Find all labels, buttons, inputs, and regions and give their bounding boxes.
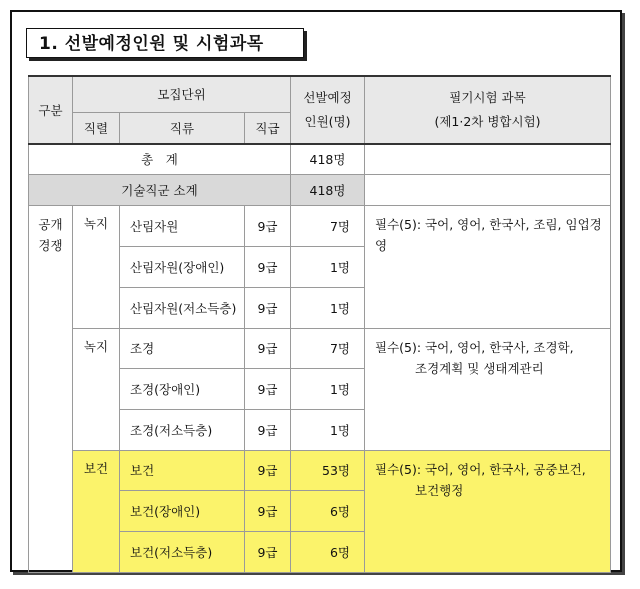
recruitment-table <box>28 75 611 573</box>
header-type: 직류 <box>120 112 245 144</box>
category-open: 공개 경쟁 <box>29 205 73 572</box>
type-cell: 보건(장애인) <box>120 490 245 531</box>
count-cell: 1명 <box>291 287 365 328</box>
series-cell: 녹지 <box>73 205 120 328</box>
header-planned-line1: 선발예정 <box>303 90 352 105</box>
header-planned <box>291 76 365 144</box>
type-cell: 산림자원(장애인) <box>120 246 245 287</box>
subjects-line1: 필수(5): 국어, 영어, 한국사, 조림, 임업경영 <box>375 216 602 253</box>
count-cell: 53명 <box>291 450 365 490</box>
count-cell: 1명 <box>291 409 365 450</box>
section-title: 1. 선발예정인원 및 시험과목 <box>26 28 304 58</box>
count-cell: 7명 <box>291 328 365 368</box>
count-cell: 6명 <box>291 490 365 531</box>
grade-cell: 9급 <box>245 490 291 531</box>
type-cell: 조경(저소득층) <box>120 409 245 450</box>
count-cell: 7명 <box>291 205 365 246</box>
type-cell: 보건(저소득층) <box>120 531 245 572</box>
subtotal-label: 기술직군 소계 <box>29 174 291 205</box>
count-cell: 1명 <box>291 246 365 287</box>
table-row <box>29 450 611 490</box>
header-subjects-line2: (제1·2차 병합시험) <box>434 114 541 129</box>
header-category: 구분 <box>29 76 73 144</box>
grade-cell: 9급 <box>245 287 291 328</box>
series-cell: 녹지 <box>73 328 120 450</box>
subjects-line1: 필수(5): 국어, 영어, 한국사, 조경학, <box>375 339 574 355</box>
type-cell: 조경(장애인) <box>120 368 245 409</box>
type-cell: 조경 <box>120 328 245 368</box>
header-unit: 모집단위 <box>73 76 291 112</box>
grade-cell: 9급 <box>245 328 291 368</box>
grade-cell: 9급 <box>245 450 291 490</box>
subtotal-row <box>29 174 611 205</box>
subtotal-count: 418명 <box>291 174 365 205</box>
type-cell: 보건 <box>120 450 245 490</box>
total-row <box>29 144 611 174</box>
grade-cell: 9급 <box>245 409 291 450</box>
table-row <box>29 328 611 368</box>
count-cell: 1명 <box>291 368 365 409</box>
series-cell: 보건 <box>73 450 120 572</box>
subjects-cell <box>365 205 611 328</box>
type-cell: 산림자원(저소득층) <box>120 287 245 328</box>
header-subjects <box>365 76 611 144</box>
subjects-cell <box>365 328 611 450</box>
header-subjects-line1: 필기시험 과목 <box>449 90 526 105</box>
table-row <box>29 205 611 246</box>
header-planned-line2: 인원(명) <box>304 114 351 129</box>
total-label: 총 계 <box>29 144 291 174</box>
grade-cell: 9급 <box>245 368 291 409</box>
header-series: 직렬 <box>73 112 120 144</box>
grade-cell: 9급 <box>245 205 291 246</box>
subjects-line2: 조경계획 및 생태계관리 <box>415 360 544 376</box>
header-grade: 직급 <box>245 112 291 144</box>
grade-cell: 9급 <box>245 531 291 572</box>
header-row-1 <box>29 76 611 112</box>
grade-cell: 9급 <box>245 246 291 287</box>
count-cell: 6명 <box>291 531 365 572</box>
type-cell: 산림자원 <box>120 205 245 246</box>
total-count: 418명 <box>291 144 365 174</box>
subjects-cell <box>365 450 611 572</box>
subjects-line2: 보건행정 <box>415 482 464 498</box>
subjects-line1: 필수(5): 국어, 영어, 한국사, 공중보건, <box>375 461 586 477</box>
